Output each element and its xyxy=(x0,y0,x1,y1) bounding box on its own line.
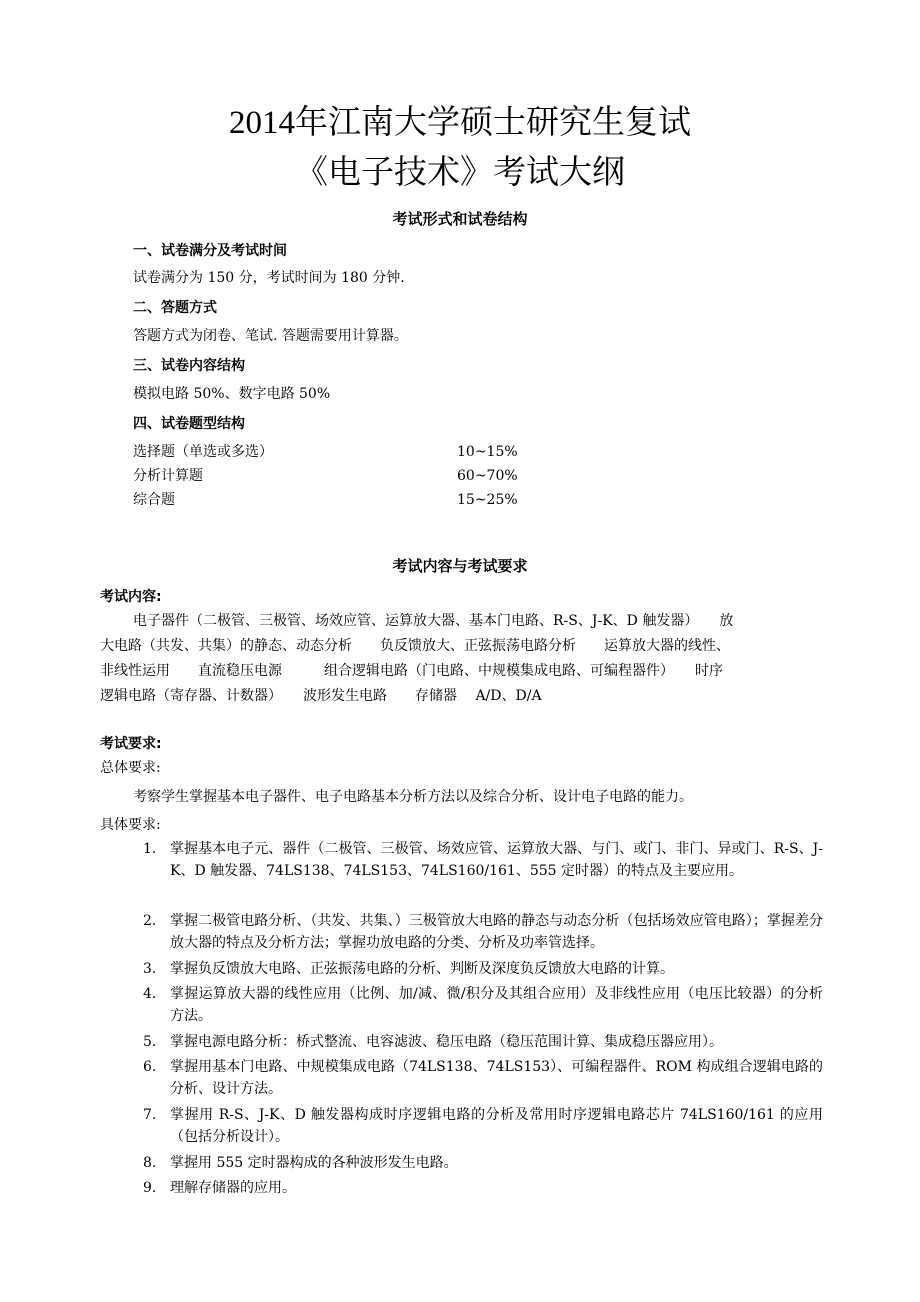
part-heading-1: 一、试卷满分及考试时间 xyxy=(133,243,287,259)
item-number: 7. xyxy=(143,1107,157,1123)
item-text: 理解存储器的应用。 xyxy=(170,1180,296,1196)
item-text: 掌握用基本门电路、中规模集成电路（74LS138、74LS153）、可编程器件、ROM 构成组合逻辑电路的分析、设计方法。 xyxy=(170,1059,823,1097)
question-type-pct: 60~70% xyxy=(457,468,518,484)
item-number: 2. xyxy=(143,913,157,929)
part-text-2: 答题方式为闭卷、笔试. 答题需要用计算器。 xyxy=(133,328,408,344)
requirement-item xyxy=(143,1056,823,1100)
section-heading-content: 考试内容与考试要求 xyxy=(392,557,528,575)
item-number: 4. xyxy=(143,986,157,1002)
overall-requirements-label: 总体要求: xyxy=(100,760,161,776)
question-type-row xyxy=(133,490,533,510)
question-type-pct: 10~15% xyxy=(457,444,518,460)
part-text-1: 试卷满分为 150 分，考试时间为 180 分钟. xyxy=(133,270,405,286)
item-number: 1. xyxy=(143,841,157,857)
content-line: 逻辑电路（寄存器、计数器） 波形发生电路 存储器 A/D、D/A xyxy=(100,688,542,704)
overall-requirements-text: 考察学生掌握基本电子器件、电子电路基本分析方法以及综合分析、设计电子电路的能力。 xyxy=(133,789,693,805)
item-number: 3. xyxy=(143,961,157,977)
section-heading-exam-form: 考试形式和试卷结构 xyxy=(392,210,528,228)
requirement-item xyxy=(143,983,823,1027)
requirement-item xyxy=(143,1177,823,1199)
question-type-row xyxy=(133,442,533,462)
item-text: 掌握用 555 定时器构成的各种波形发生电路。 xyxy=(170,1155,458,1171)
requirement-item xyxy=(143,958,823,980)
item-text: 掌握电源电路分析：桥式整流、电容滤波、稳压电路（稳压范围计算、集成稳压器应用）。 xyxy=(170,1034,723,1050)
content-line: 非线性运用 直流稳压电源 组合逻辑电路（门电路、中规模集成电路、可编程器件） 时序 xyxy=(100,663,723,679)
requirement-item xyxy=(143,1152,823,1174)
item-text: 掌握负反馈放大电路、正弦振荡电路的分析、判断及深度负反馈放大电路的计算。 xyxy=(170,961,674,977)
item-text: 掌握二极管电路分析、（共发、共集、）三极管放大电路的静态与动态分析（包括场效应管电路）；掌握差分放大器的特点及分析方法；掌握功放电路的分类、分析及功率管选择。 xyxy=(170,913,823,951)
item-number: 5. xyxy=(143,1034,157,1050)
item-number: 9. xyxy=(143,1180,157,1196)
requirement-item xyxy=(143,910,823,954)
specific-requirements-label: 具体要求: xyxy=(100,817,161,833)
requirement-item xyxy=(143,838,823,882)
content-label: 考试内容: xyxy=(100,589,162,605)
question-type-row xyxy=(133,466,533,486)
requirement-item xyxy=(143,1031,823,1053)
question-type-label: 综合题 xyxy=(133,492,175,508)
item-text: 掌握用 R-S、J-K、D 触发器构成时序逻辑电路的分析及常用时序逻辑电路芯片 74LS160/161 的应用（包括分析设计）。 xyxy=(170,1107,823,1145)
content-line: 电子器件（二极管、三极管、场效应管、运算放大器、基本门电路、R-S、J-K、D 触发器） 放 xyxy=(133,613,734,629)
part-heading-4: 四、试卷题型结构 xyxy=(133,416,245,432)
question-type-pct: 15~25% xyxy=(457,492,518,508)
question-type-label: 选择题（单选或多选） xyxy=(133,444,273,460)
question-type-label: 分析计算题 xyxy=(133,468,203,484)
part-text-3: 模拟电路 50%、数字电路 50% xyxy=(133,386,331,402)
doc-title-line2: 《电子技术》考试大纲 xyxy=(295,155,625,191)
item-text: 掌握运算放大器的线性应用（比例、加/减、微/积分及其组合应用）及非线性应用（电压比较器）的分析方法。 xyxy=(170,986,823,1024)
part-heading-3: 三、试卷内容结构 xyxy=(133,358,245,374)
content-line: 大电路（共发、共集）的静态、动态分析 负反馈放大、正弦振荡电路分析 运算放大器的线性、 xyxy=(100,638,730,654)
requirement-item xyxy=(143,1104,823,1148)
part-heading-2: 二、答题方式 xyxy=(133,300,217,316)
item-text: 掌握基本电子元、器件（二极管、三极管、场效应管、运算放大器、与门、或门、非门、异或门、R-S、J-K、D 触发器、74LS138、74LS153、74LS160/161、555 定时器）的特点及主要应用。 xyxy=(170,841,823,879)
doc-title-line1: 2014年江南大学硕士研究生复试 xyxy=(229,105,691,141)
requirements-label: 考试要求: xyxy=(100,736,162,752)
item-number: 8. xyxy=(143,1155,157,1171)
item-number: 6. xyxy=(143,1059,157,1075)
